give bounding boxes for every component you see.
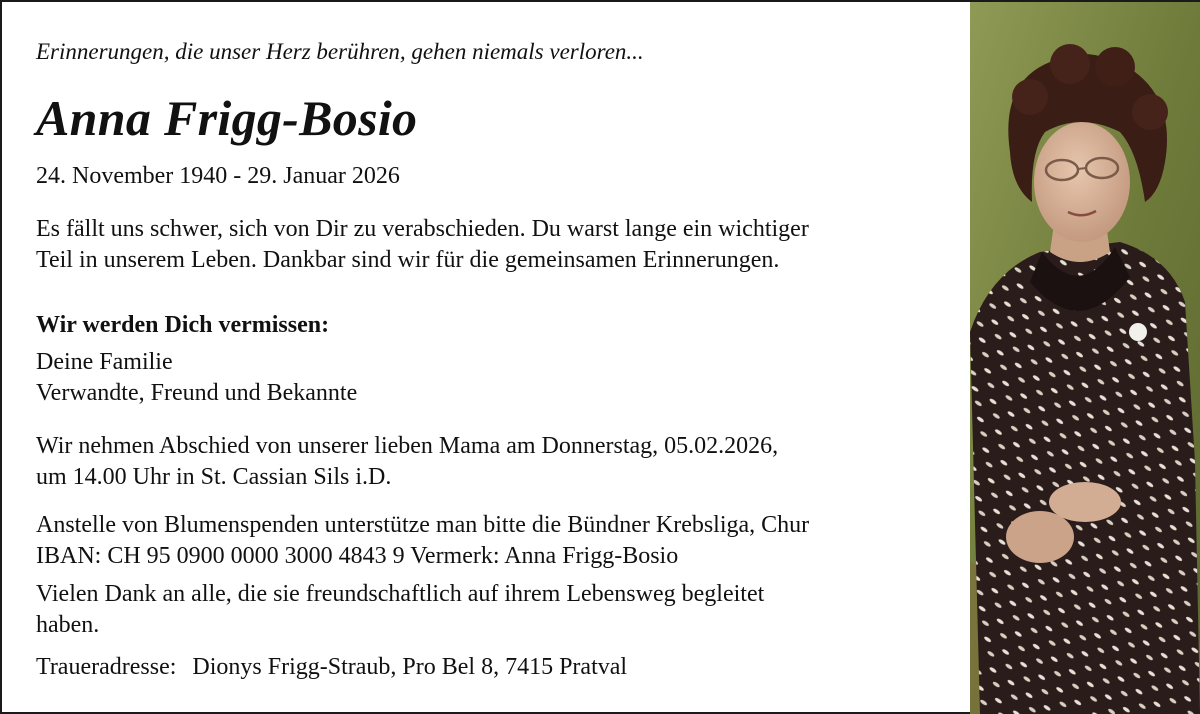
thanks-paragraph [36, 579, 764, 641]
portrait-illustration [970, 2, 1200, 714]
intro-paragraph [36, 214, 809, 276]
face [1034, 122, 1130, 242]
brooch [1129, 323, 1147, 341]
life-dates: 24. November 1940 - 29. Januar 2026 [36, 163, 400, 189]
address-label: Traueradresse: [36, 654, 177, 680]
thanks-line: Vielen Dank an alle, die sie freundschaftlich auf ihrem Lebensweg begleitet [36, 581, 765, 607]
portrait-photo [970, 2, 1200, 714]
motto: Erinnerungen, die unser Herz berühren, gehen niemals verloren... [36, 39, 644, 64]
hands [1006, 511, 1074, 563]
intro-line: Teil in unserem Leben. Dankbar sind wir für die gemeinsamen Erinnerungen. [36, 247, 780, 273]
intro-line: Es fällt uns schwer, sich von Dir zu verabschieden. Du warst lange ein wichtiger [36, 216, 809, 242]
mourning-address [36, 652, 627, 682]
signer-line: Verwandte, Freund und Bekannte [36, 380, 358, 406]
signer-line: Deine Familie [36, 349, 173, 375]
donation-line: Anstelle von Blumenspenden unterstütze man bitte die Bündner Krebsliga, Chur [36, 512, 810, 538]
thanks-line: haben. [36, 612, 100, 638]
patterned-coat [970, 242, 1200, 714]
miss-heading: Wir werden Dich vermissen: [36, 312, 330, 338]
donation-paragraph [36, 510, 809, 572]
donation-line: IBAN: CH 95 0900 0000 3000 4843 9 Vermerk: Anna Frigg-Bosio [36, 543, 679, 569]
signers [36, 347, 357, 409]
farewell-paragraph [36, 431, 778, 493]
farewell-line: um 14.00 Uhr in St. Cassian Sils i.D. [36, 464, 392, 490]
deceased-name: Anna Frigg-Bosio [36, 90, 418, 146]
address-value: Dionys Frigg-Straub, Pro Bel 8, 7415 Pratval [192, 654, 628, 680]
farewell-line: Wir nehmen Abschied von unserer lieben Mama am Donnerstag, 05.02.2026, [36, 433, 779, 459]
